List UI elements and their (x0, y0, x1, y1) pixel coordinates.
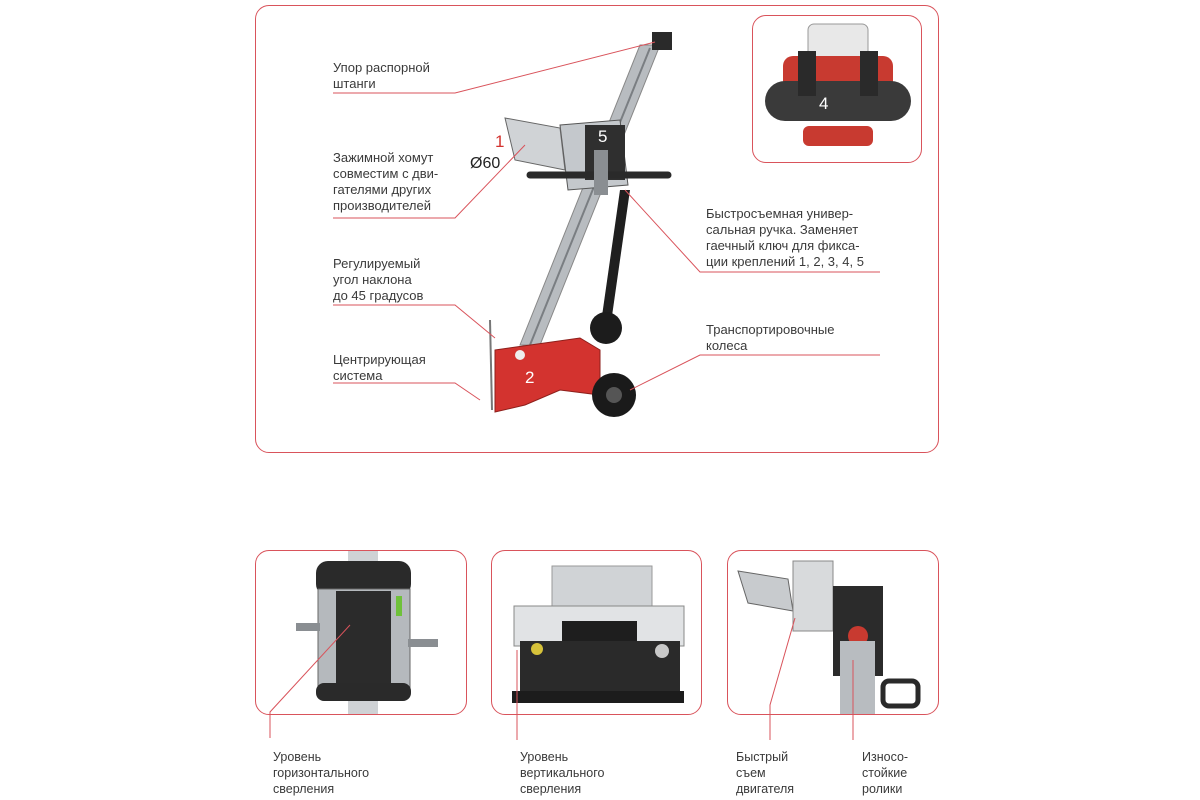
callout-wheels: Транспортировочные колеса (706, 322, 835, 353)
callout-handle: Быстросъемная универ- сальная ручка. Заменяет гаечный ключ для фикса- ции креплений 1, 2, 3, 4, 5 (706, 206, 864, 269)
number-4: 4 (819, 94, 829, 113)
callout-clamp: Зажимной хомут совместим с дви- гателями других производителей (333, 150, 439, 213)
number-5: 5 (598, 127, 608, 146)
label-vertical-level: Уровень вертикального сверления (520, 750, 605, 796)
number-1: 1 (495, 132, 505, 151)
number-2: 2 (525, 368, 535, 387)
callout-centering: Центрирующая система (333, 352, 426, 383)
callout-tilt: Регулируемый угол наклона до 45 градусов (333, 256, 424, 303)
label-quick-release: Быстрый съем двигателя (736, 750, 795, 796)
diameter-label: Ø60 (470, 155, 501, 172)
label-horizontal-level: Уровень горизонтального сверления (273, 750, 370, 796)
label-rollers: Износо- стойкие ролики (862, 750, 909, 796)
callout-rod-stop: Упор распорной штанги (333, 60, 430, 91)
